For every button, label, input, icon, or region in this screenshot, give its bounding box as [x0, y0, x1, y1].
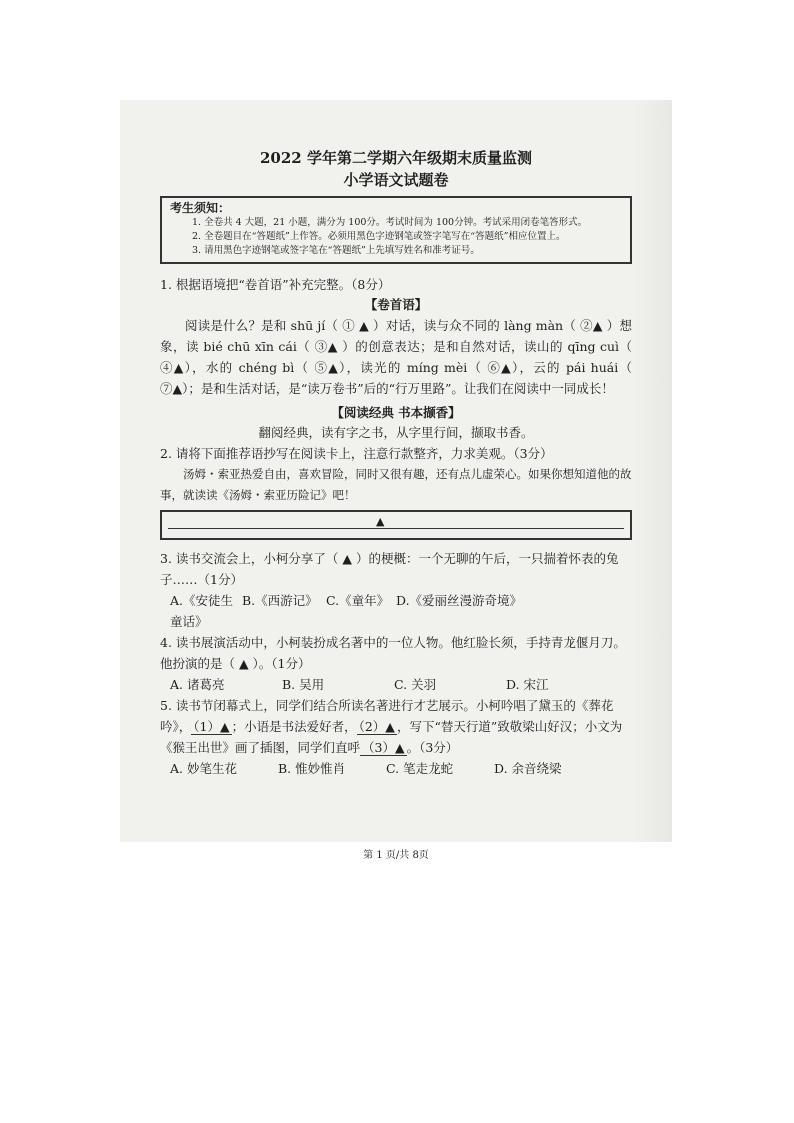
notice-box	[160, 196, 632, 264]
section-classics-title: 【阅读经典 书本撷香】	[331, 405, 461, 420]
option-c: C. 关羽	[394, 677, 437, 692]
question-2-stem: 2. 请将下面推荐语抄写在阅读卡上，注意行款整齐，力求美观。（3分）	[160, 446, 553, 461]
option-b: B. 惟妙惟肖	[278, 761, 346, 776]
option-b: B. 吴用	[282, 677, 325, 692]
option-b: B.《西游记》	[242, 593, 318, 608]
option-d: D.《爱丽丝漫游奇境》	[396, 593, 523, 608]
option-d: D. 余音绕梁	[494, 761, 562, 776]
notice-item: 2. 全卷题目在“答题纸”上作答。必须用黑色字迹钢笔或签字笔写在“答题纸”相应位置上。	[192, 231, 566, 242]
exam-title: 2022 学年第二学期六年级期末质量监测	[260, 149, 532, 167]
answer-triangle: ▲	[376, 515, 385, 528]
q5-text-2: ；小语是书法爱好者，	[231, 719, 357, 734]
section-motto: 翻阅经典，读有字之书，从字里行间，撷取书香。	[258, 425, 534, 440]
option-a: A. 妙笔生花	[170, 761, 237, 776]
question-4-options	[160, 674, 632, 695]
exam-subtitle: 小学语文试题卷	[343, 171, 449, 189]
notice-item: 1. 全卷共 4 大题，21 小题，满分为 100分。考试时间为 100分钟。考试采用闭卷笔答形式。	[192, 217, 588, 228]
writing-line	[168, 528, 624, 529]
option-a: A. 诸葛亮	[170, 677, 225, 692]
option-c: C. 笔走龙蛇	[386, 761, 454, 776]
option-c: C.《童年》	[326, 593, 390, 608]
notice-item: 3. 请用黑色字迹钢笔或签字笔在“答题纸”上先填写姓名和准考证号。	[192, 245, 480, 256]
question-3-stem: 3. 读书交流会上，小柯分享了（ ▲ ）的梗概：一个无聊的午后，一只揣着怀表的兔子……（1分）	[160, 551, 619, 587]
q5-text-1: 5. 读书节闭幕式上，同学们结合所读名著进行才艺展示。小柯吟唱了黛玉的《葬花吟》，	[160, 698, 614, 734]
q5-blank-1: （1）▲	[193, 719, 230, 734]
option-d: D. 宋江	[506, 677, 549, 692]
question-4-stem: 4. 读书展演活动中，小柯装扮成名著中的一位人物。他红脸长须，手持青龙偃月刀。他扮演的是（ ▲ ）。（1分）	[160, 635, 626, 671]
notice-title: 考生须知：	[170, 201, 231, 215]
reading-card-box	[160, 510, 632, 540]
question-1-stem: 1. 根据语境把“卷首语”补充完整。（8分）	[160, 277, 391, 292]
q5-blank-2: （2）▲	[358, 719, 395, 734]
document-photo	[120, 100, 672, 861]
q5-text-3: ，写下“替天行道”致敬梁山好汉；小文为《猴王出世》画了插图，同学们直呼	[160, 719, 623, 755]
exam-page	[160, 140, 632, 861]
photo-shadow	[632, 100, 672, 842]
recommendation-quote: 汤姆・索亚热爱自由，喜欢冒险，同时又很有趣，还有点儿虚荣心。如果你想知道他的故事，就读读《汤姆・索亚历险记》吧！	[160, 467, 632, 502]
preface-passage: 阅读是什么？是和 shū jí（ ① ▲ ）对话，读与众不同的 làng màn（ ②▲ ）想象，读 bié chū xīn cái（ ③▲ ）的创意表达；是和自然对话，读山的 qīng cuì（ ④▲），水的 chéng bì（ ⑤▲），读光的 míng mèi（ ⑥▲），云的 pái huái（ ⑦▲）；是和生活对话，是“读万卷书”后的“行万里路”。让我们在阅读中一同成长！	[160, 318, 632, 396]
q5-blank-3: （3）▲	[362, 740, 405, 755]
section-preface-title: 【卷首语】	[364, 297, 428, 312]
question-3-options	[160, 590, 632, 632]
page-number: 第 1 页/共 8页	[363, 850, 429, 861]
q5-text-4: 。（3分）	[406, 740, 459, 755]
question-5-options	[160, 758, 632, 779]
question-5-stem	[160, 695, 632, 758]
option-a: A.《安徒生童话》	[170, 593, 234, 629]
